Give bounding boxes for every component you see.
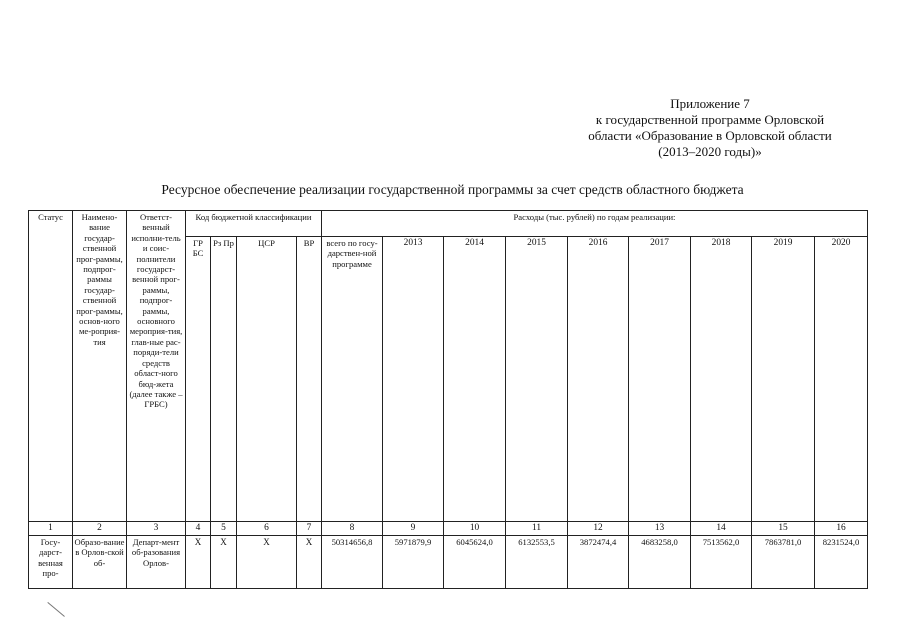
header-year-2013: 2013 [383,237,444,522]
appendix-line-4: (2013–2020 годы)» [658,144,762,159]
scan-mark [47,602,64,617]
row-value-2017: 4683258,0 [629,536,691,589]
header-year-2014: 2014 [444,237,506,522]
header-csr: ЦСР [237,237,297,522]
column-number: 2 [73,522,127,536]
column-number: 11 [506,522,568,536]
header-responsible: Ответст-венный исполни-тель и соис-полнители государст-венной прог-раммы, подпрог-раммы, основного мероприя-тия, глав-ные рас-поряди-тели средств област-ного бюд-жета (далее также – ГРБС) [127,211,186,522]
row-program-name: Образо-вание в Орлов-ской об- [73,536,127,589]
header-year-2020: 2020 [815,237,868,522]
header-total: всего по госу-дарствен-ной программе [322,237,383,522]
header-year-2016: 2016 [568,237,629,522]
header-grbs: ГР БС [186,237,211,522]
header-year-2015: 2015 [506,237,568,522]
document-title: Ресурсное обеспечение реализации государственной программы за счет средств областного бюджета [161,182,744,197]
row-total: 50314656,8 [322,536,383,589]
row-csr: Х [237,536,297,589]
column-number: 1 [29,522,73,536]
column-number: 6 [237,522,297,536]
appendix-line-1: Приложение 7 [670,96,750,111]
row-rzpr: Х [211,536,237,589]
row-status: Госу-дарст-венная про- [29,536,73,589]
row-value-2019: 7863781,0 [752,536,815,589]
column-number: 10 [444,522,506,536]
column-number: 3 [127,522,186,536]
column-number: 7 [297,522,322,536]
header-status: Статус [29,211,73,522]
header-rzpr: Рз Пр [211,237,237,522]
header-budget-code-group: Код бюджетной классификации [186,211,322,237]
appendix-header [560,96,860,160]
column-number: 4 [186,522,211,536]
column-number: 8 [322,522,383,536]
column-number: 14 [691,522,752,536]
column-number: 13 [629,522,691,536]
row-value-2016: 3872474,4 [568,536,629,589]
column-number: 12 [568,522,629,536]
row-value-2020: 8231524,0 [815,536,868,589]
row-responsible: Департ-мент об-разования Орлов- [127,536,186,589]
column-number-row [29,522,868,536]
header-year-2018: 2018 [691,237,752,522]
appendix-line-2: к государственной программе Орловской [595,112,825,127]
column-number: 5 [211,522,237,536]
table-row [29,536,868,589]
row-value-2014: 6045624,0 [444,536,506,589]
row-vr: Х [297,536,322,589]
header-year-2019: 2019 [752,237,815,522]
column-number: 15 [752,522,815,536]
appendix-line-3: области «Образование в Орловской области [588,128,832,143]
column-number: 16 [815,522,868,536]
header-row-1 [29,211,868,237]
row-value-2013: 5971879,9 [383,536,444,589]
header-program-name: Наимено-вание государ-ственной прог-раммы, подпрог-раммы государ-ственной прог-раммы, основ-ного ме-роприя-тия [73,211,127,522]
row-value-2015: 6132553,5 [506,536,568,589]
header-vr: ВР [297,237,322,522]
column-number: 9 [383,522,444,536]
row-value-2018: 7513562,0 [691,536,752,589]
header-year-2017: 2017 [629,237,691,522]
header-expenses-group: Расходы (тыс. рублей) по годам реализации: [322,211,868,237]
row-grbs: Х [186,536,211,589]
budget-table [28,210,868,589]
